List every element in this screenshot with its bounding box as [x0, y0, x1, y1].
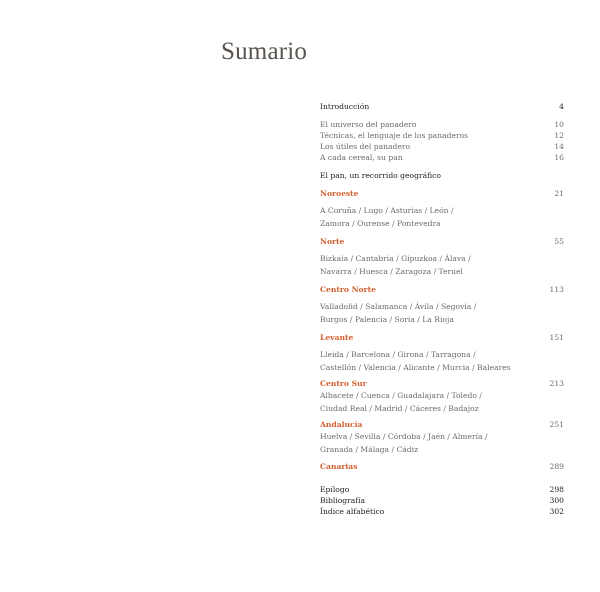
region-name: Andalucía	[320, 420, 363, 429]
toc-region-canarias	[320, 461, 564, 472]
region-page: 113	[549, 285, 564, 294]
region-cities-line: Zamora / Ourense / Pontevedra	[320, 219, 441, 228]
toc-region-centro-norte	[320, 284, 564, 295]
toc-entry-label: El universo del panadero	[320, 120, 417, 129]
toc-region-levante	[320, 332, 564, 343]
region-cities-line: A Coruña / Lugo / Asturias / León /	[320, 206, 454, 215]
toc-entry-label: Técnicas, el lenguaje de los panaderos	[320, 131, 469, 140]
region-name: Centro Sur	[320, 379, 367, 388]
toc-subentry	[320, 130, 564, 141]
toc-entry-page: 12	[554, 131, 564, 140]
toc-entry-introduccion	[320, 101, 564, 112]
region-name: Levante	[320, 333, 354, 342]
toc-entry-label: Epílogo	[320, 485, 350, 494]
toc-entry-page: 10	[554, 120, 564, 129]
region-cities-line: Ciudad Real / Madrid / Cáceres / Badajoz	[320, 404, 479, 413]
toc-entry-page: 14	[554, 142, 564, 151]
toc-region-andalucia	[320, 419, 564, 430]
toc-entry-label: Los útiles del panadero	[320, 142, 411, 151]
toc-entry-page: 16	[554, 153, 564, 162]
region-cities	[320, 389, 564, 415]
region-name: Norte	[320, 237, 345, 246]
toc-entry-label: Introducción	[320, 102, 370, 111]
region-page: 289	[549, 462, 564, 471]
section-heading: El pan, un recorrido geográfico	[320, 171, 442, 180]
toc-entry-page: 300	[549, 496, 564, 505]
toc-entry-bibliografia	[320, 495, 564, 506]
region-page: 55	[554, 237, 564, 246]
toc-region-norte	[320, 236, 564, 247]
toc-region-noroeste	[320, 188, 564, 199]
region-cities-line: Huelva / Sevilla / Córdoba / Jaén / Almería /	[320, 432, 488, 441]
toc-subentry	[320, 152, 564, 163]
region-cities-line: Lleida / Barcelona / Girona / Tarragona /	[320, 350, 476, 359]
region-cities-line: Granada / Málaga / Cádiz	[320, 445, 419, 454]
region-page: 21	[554, 189, 564, 198]
region-cities-line: Castellón / Valencia / Alicante / Murcia / Baleares	[320, 363, 511, 372]
region-cities	[320, 300, 564, 326]
toc-entry-label: A cada cereal, su pan	[320, 153, 403, 162]
toc-entry-label: Bibliografía	[320, 496, 366, 505]
page-title: Sumario	[221, 38, 308, 65]
region-name: Centro Norte	[320, 285, 376, 294]
region-name: Canarias	[320, 462, 358, 471]
toc-subentry	[320, 119, 564, 130]
toc-entry-indice	[320, 506, 564, 517]
toc-region-centro-sur	[320, 378, 564, 389]
region-cities-line: Burgos / Palencia / Soria / La Rioja	[320, 315, 454, 324]
region-name: Noroeste	[320, 189, 359, 198]
toc-entry-label: Índice alfabético	[320, 507, 385, 516]
region-cities	[320, 252, 564, 278]
toc-entry-page: 298	[549, 485, 564, 494]
region-page: 251	[549, 420, 564, 429]
toc-entry-epilogo	[320, 484, 564, 495]
toc-subentry	[320, 141, 564, 152]
region-cities	[320, 204, 564, 230]
table-of-contents	[320, 101, 564, 517]
region-cities-line: Navarra / Huesca / Zaragoza / Teruel	[320, 267, 463, 276]
region-cities	[320, 348, 564, 374]
region-cities	[320, 430, 564, 456]
region-cities-line: Bizkaia / Cantabria / Gipuzkoa / Álava /	[320, 254, 471, 263]
region-page: 151	[549, 333, 564, 342]
region-cities-line: Valladolid / Salamanca / Ávila / Segovia /	[320, 302, 477, 311]
region-cities-line: Albacete / Cuenca / Guadalajara / Toledo /	[320, 391, 482, 400]
toc-entry-page: 4	[559, 102, 564, 111]
toc-entry-page: 302	[549, 507, 564, 516]
region-page: 213	[549, 379, 564, 388]
